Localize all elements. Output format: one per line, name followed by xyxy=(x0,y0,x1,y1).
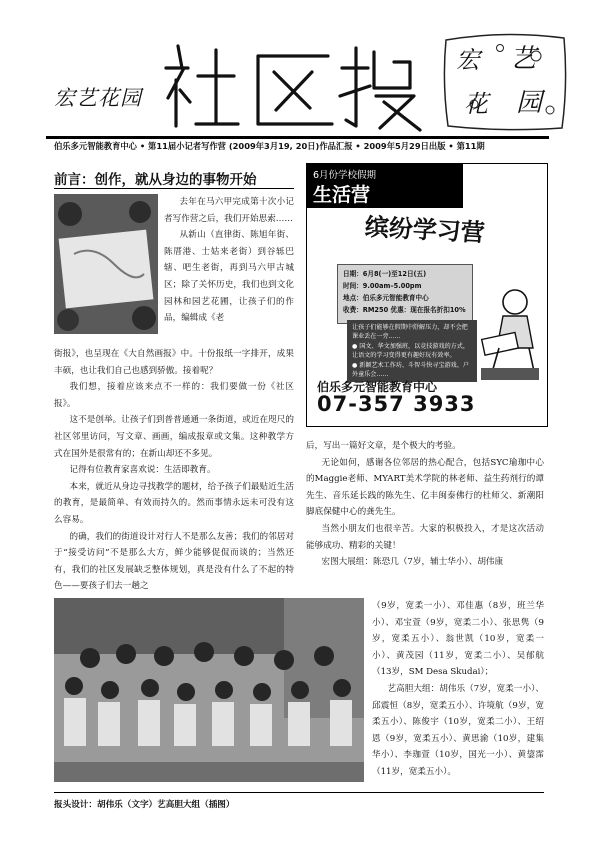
ad-info-line: 时间：9.00am–5.00pm xyxy=(343,282,422,290)
paragraph: 记得有位教育家喜欢说：生活即教育。 xyxy=(69,465,216,476)
paragraph: （9岁，宽柔一小）、邓佳惠（8岁，班兰华小）、邓宝萱（9岁，宽柔二小）、张思隽（9岁，宽柔五小）、翁世凯（10岁，宽柔一小）、黄茂园（11岁，宽柔二小）、吴郁航（13岁，SM Desa Skudai）； xyxy=(372,601,544,678)
issue-line: 伯乐多元智能教育中心 • 第11届小记者写作营 (2009年3月19, 20日)作品汇报 • 2009年5月29日出版 • 第11期 xyxy=(54,141,485,151)
ad-info-line: 地点：伯乐多元智能教育中心 xyxy=(343,294,429,302)
masthead-title xyxy=(158,38,426,134)
ad-bullet: ● 国文、华文加强班，以竞技游戏的方式，让语文的学习变得更有趣好玩有效率。 xyxy=(352,343,469,359)
article-column-top xyxy=(164,194,294,327)
ad-period: 6月份学校假期 xyxy=(313,170,377,181)
paragraph: 宏图大展组：陈恐几（7岁，辅士华小）、胡伟康 xyxy=(321,557,504,568)
group-photo-art xyxy=(54,598,364,782)
ad-bullets-box xyxy=(347,320,477,382)
paragraph: 街报》，也呈现在《大自然画报》中。十份报纸一字排开，成果丰硕，也让我们自己也感到骄傲。接着呢？ xyxy=(54,349,294,376)
paragraph: 的确，我们的街道设计对行人不是那么友善；我们的邻居对于“接受访问”不是那么大方，鲜少能够促侃而谈的；当然还有，我们的社区发展缺乏整体规划，真是没有什么了不起的特色——要孩子们去一趟之 xyxy=(54,531,294,592)
footer-credit: 报头设计：胡伟乐（文字）艺高胆大组（插图） xyxy=(54,800,235,810)
paragraph: 从新山（直律街、陈旭年街、陈厝港、士姑来老街）到谷轹巴辖、吧生老街，再到马六甲古城区；除了关怀历史，我们也到文化园林和园艺花圃，让孩子们的作品，编辑成《老 xyxy=(164,230,294,324)
paragraph: 去年在马六甲完成第十次小记者写作营之后，我们开始思索…… xyxy=(164,197,294,224)
ad-bullet: 让孩子们能够在假期中舒解压力，却不会把课业丢在一旁…… xyxy=(352,324,468,340)
paragraph: 艺高胆大组：胡伟乐（7岁，宽柔一小）、邱震恒（8岁，宽柔五小）、许境航（9岁，宽柔五小）、陈俊宇（10岁，宽柔二小）、王绍恩（9岁，宽柔五小）、黄思渝（10岁，建集华小）、李珈萱（10岁，国光一小）、黄鋆霈（11岁，宽柔五小）。 xyxy=(372,683,544,777)
paragraph: 我们想，接着应该来点不一样的：我们要做一份《社区报》。 xyxy=(54,382,294,409)
logo-char: 花 xyxy=(464,90,488,118)
photo-children-drawing-art xyxy=(54,194,158,334)
kid-reading-icon xyxy=(479,284,541,384)
ad-info-line: 日期：6月8(一)至12日(五) xyxy=(343,270,427,278)
paragraph: 这不是创举。让孩子们到普普通通一条街道，或近在咫尺的社区邻里访问，写文章、画画，编成报章或文集。这种教学方式在国外是很常有的；在新山却还不多见。 xyxy=(54,415,294,459)
photo-group xyxy=(54,598,364,782)
ad-bullet: ● 新颖艺术工作坊、斗智斗快寻宝游戏、户外童乐会…… xyxy=(352,362,469,378)
article-title-rule xyxy=(54,188,294,189)
ad-header-band xyxy=(307,164,463,208)
footer-rule xyxy=(54,792,544,793)
ad-kid-illustration xyxy=(479,284,541,384)
paragraph: 当然小朋友们也很辛苦。大家的积极投入，才是这次活动能够成功、精彩的关键！ xyxy=(306,523,544,551)
masthead-logo xyxy=(440,30,570,132)
paragraph: 无论如何，感谢各位邻居的热心配合，包括SYC瑜珈中心的Maggie老师、MYART美术学院的林老师、益生药剂行的谭先生、音乐延长践的陈先生、亿丰闽泰佛行的杜师父、新潮阳脚底保健中心的龚先生。 xyxy=(306,457,544,518)
ad-info-line: 收费：RM250 优惠：现在报名折扣10% xyxy=(343,306,466,314)
article-column-right xyxy=(306,438,544,571)
paragraph: 后，写出一篇好文章，是个极大的考验。 xyxy=(306,441,461,451)
logo-char: 宏 xyxy=(456,46,480,74)
ad-info-box xyxy=(337,264,473,324)
header-rule xyxy=(46,136,549,139)
camp-advertisement xyxy=(306,163,548,427)
masthead-subtitle: 宏艺花园 xyxy=(54,86,142,110)
ad-camp-title: 生活营 xyxy=(313,184,371,206)
paragraph: 本来，就近从身边寻找教学的题材，给予孩子们最贴近生活的教育，是最简单、有效而持久的。然而事情永远未可没有这么容易。 xyxy=(54,481,294,525)
logo-char: 园 xyxy=(516,88,543,118)
article-column-name-list xyxy=(372,598,544,781)
ad-organisation: 伯乐多元智能教育中心 xyxy=(317,380,438,394)
masthead-title-art xyxy=(158,38,426,134)
article-title: 前言：创作，就从身边的事物开始 xyxy=(54,172,257,188)
ad-study-title: 缤纷学习营 xyxy=(364,212,486,248)
logo-char: 艺 xyxy=(510,44,537,74)
ad-phone: 07-357 3933 xyxy=(317,392,476,416)
photo-children-drawing xyxy=(54,194,158,334)
article-column-left xyxy=(54,346,294,595)
